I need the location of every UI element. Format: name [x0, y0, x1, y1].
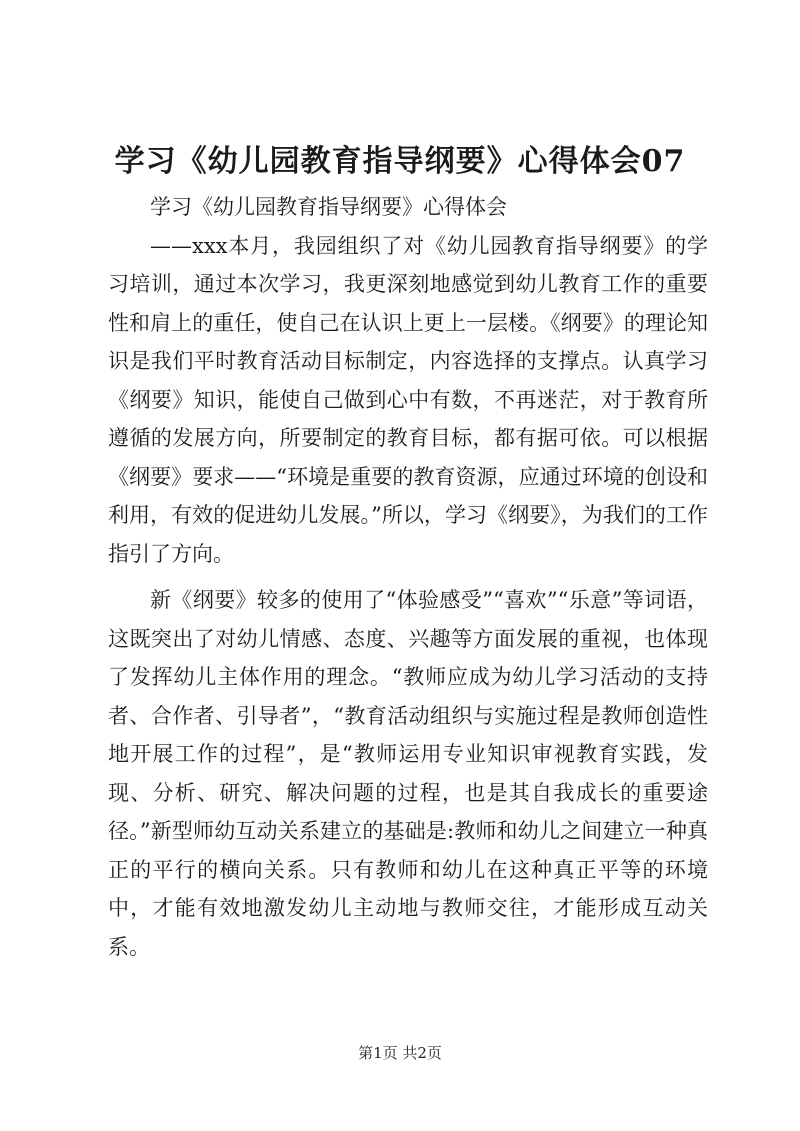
document-title: 学习《幼儿园教育指导纲要》心得体会07 [114, 144, 686, 179]
page-number-footer: 第1页 共2页 [358, 1044, 442, 1062]
subtitle-paragraph: 学习《幼儿园教育指导纲要》心得体会 [150, 195, 507, 219]
body-paragraph: 新《纲要》较多的使用了“体验感受”“喜欢”“乐意”等词语，这既突出了对幼儿情感、态度、兴趣等方面发展的重视，也体现了发挥幼儿主体作用的理念。“教师应成为幼儿学习活动的支持者、合作者、引导者”，“教育活动组织与实施过程是教师创造性地开展工作的过程”，是“教师运用专业知识审视教育实践，发现、分析、研究、解决问题的过程，也是其自我成长的重要途径。”新型师幼互动关系建立的基础是:教师和幼儿之间建立一种真正的平行的横向关系。只有教师和幼儿在这种真正平等的环境中，才能有效地激发幼儿主动地与教师交往，才能形成互动关系。 [108, 588, 708, 959]
document-body [108, 188, 708, 966]
body-paragraph: ——xxx本月，我园组织了对《幼儿园教育指导纲要》的学习培训，通过本次学习，我更深刻地感觉到幼儿教育工作的重要性和肩上的重任，使自己在认识上更上一层楼。《纲要》的理论知识是我们平时教育活动目标制定，内容选择的支撑点。认真学习《纲要》知识，能使自己做到心中有数，不再迷茫，对于教育所遵循的发展方向，所要制定的教育目标，都有据可依。可以根据《纲要》要求——“环境是重要的教育资源，应通过环境的创设和利用，有效的促进幼儿发展。”所以，学习《纲要》，为我们的工作指引了方向。 [108, 233, 708, 566]
